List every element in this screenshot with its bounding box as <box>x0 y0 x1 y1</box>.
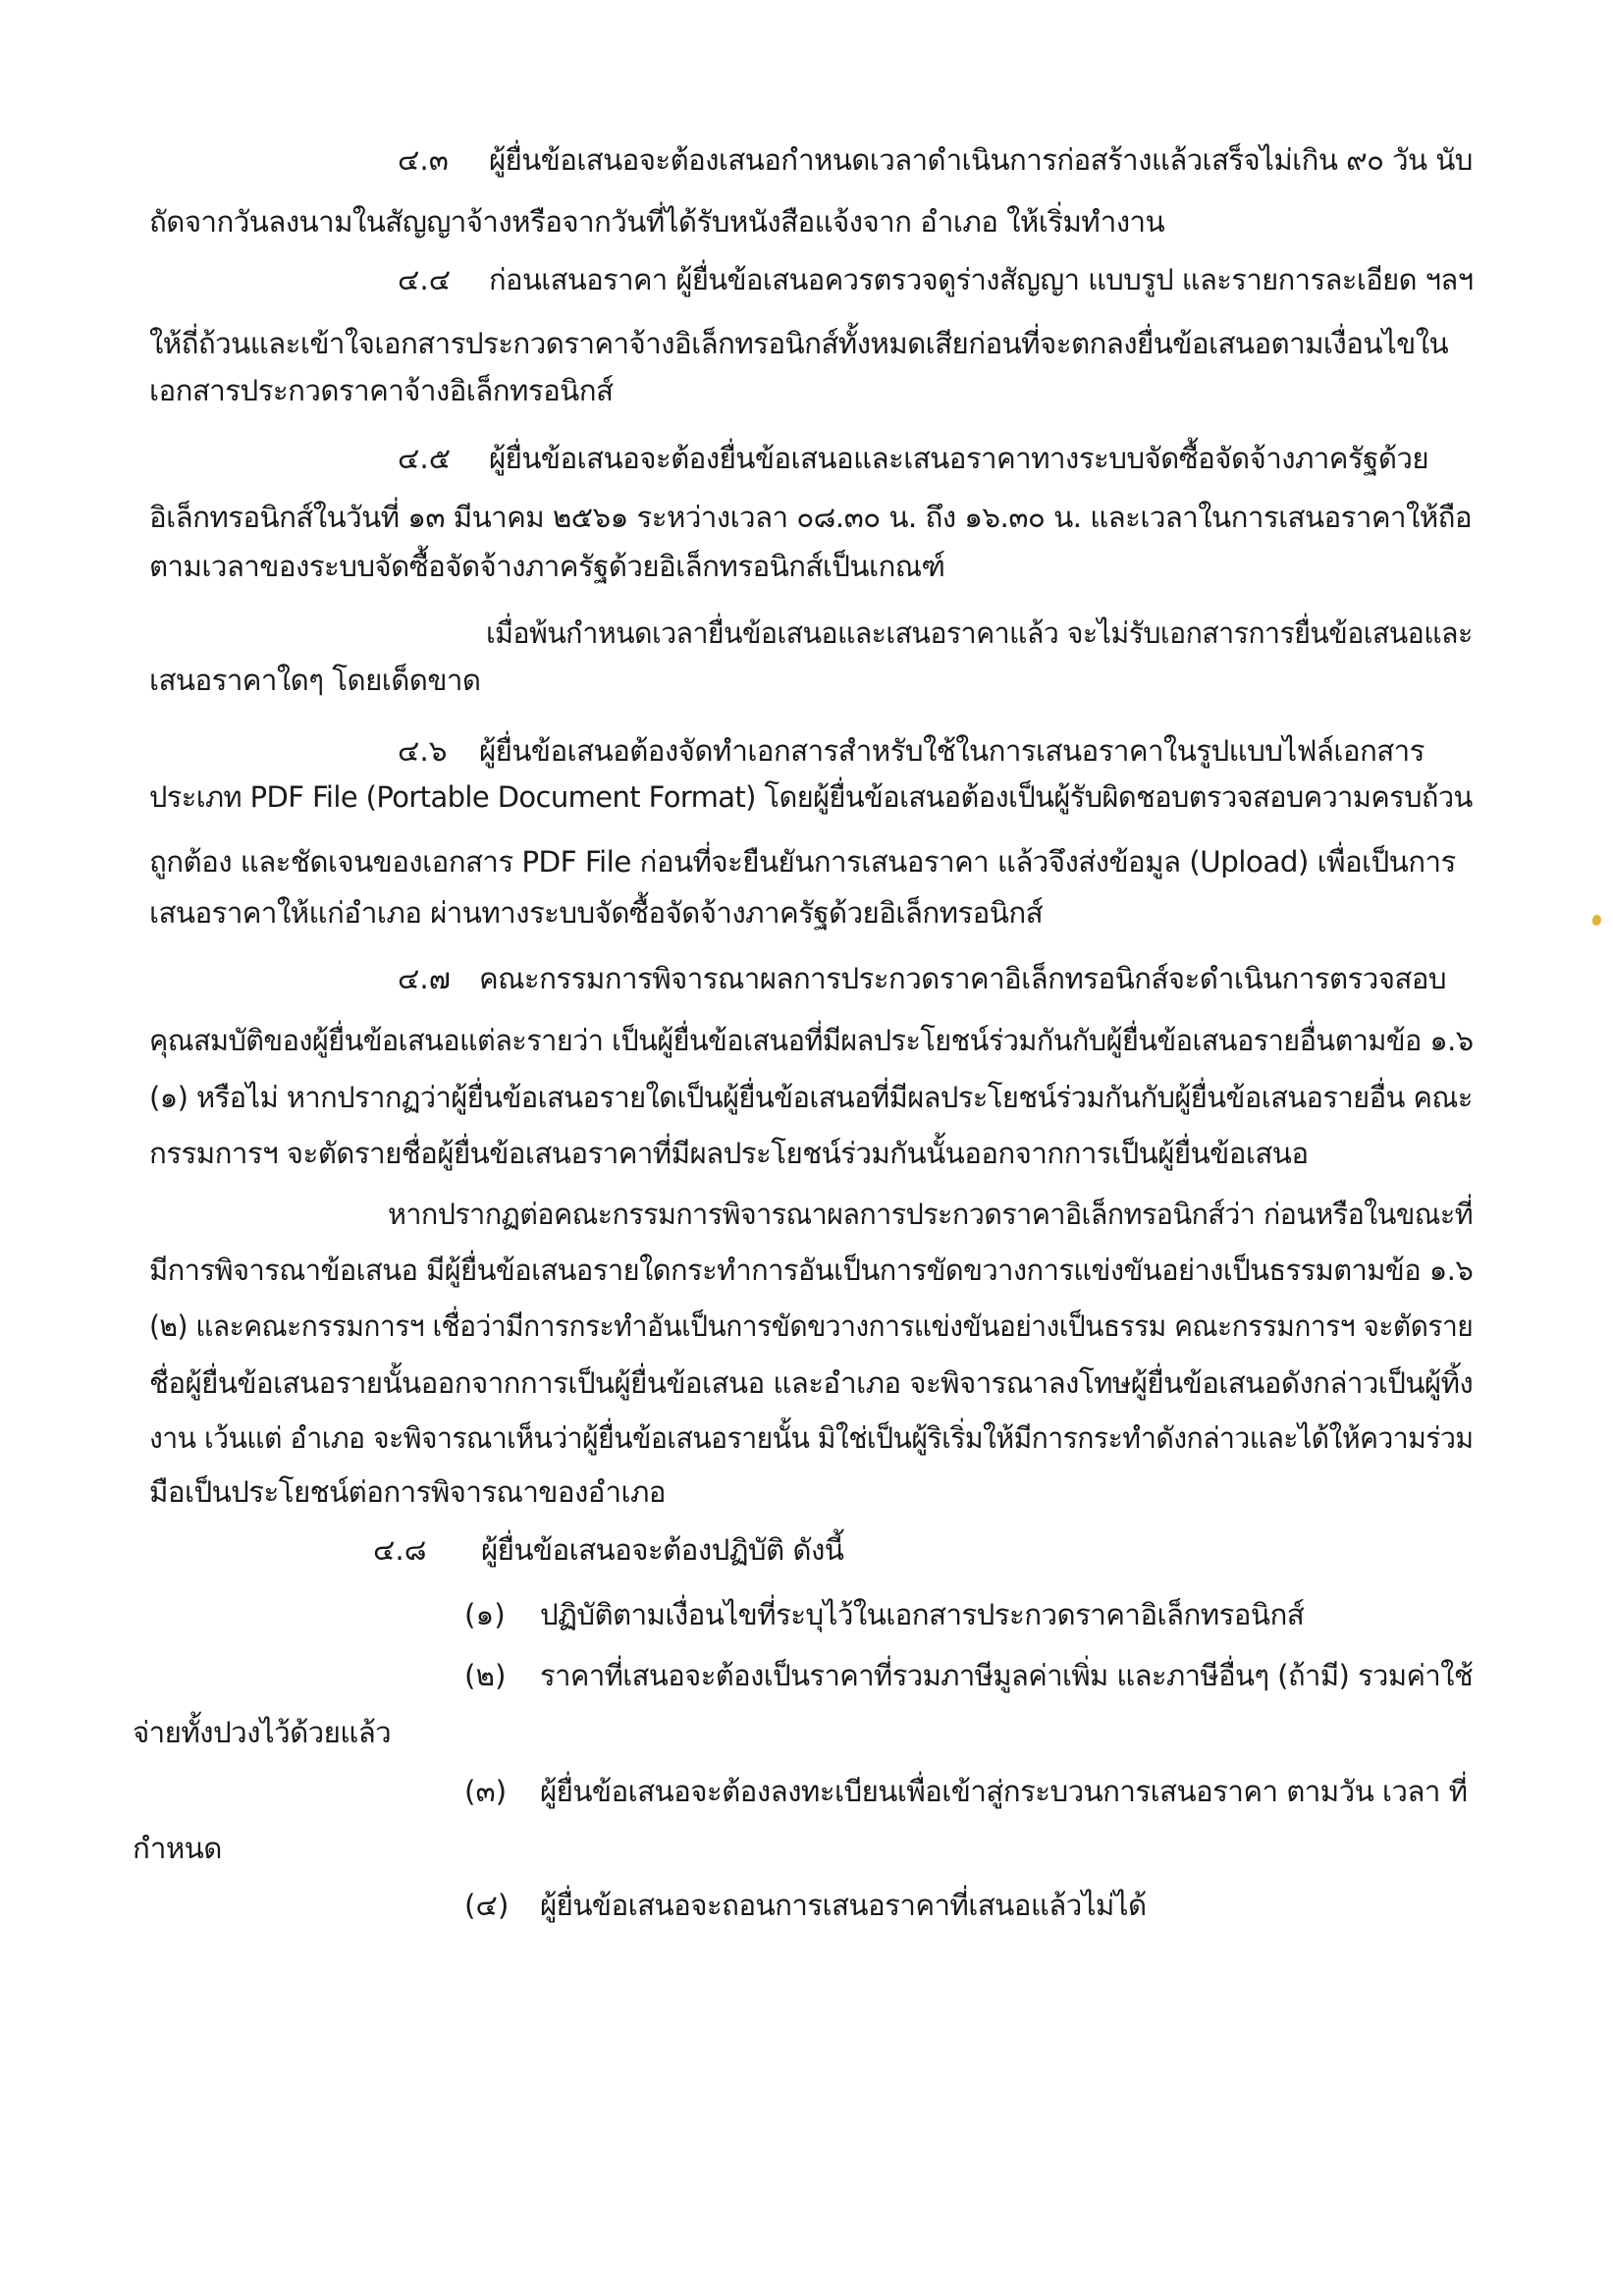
clause-4-6-number: ๔.๖ <box>398 734 448 768</box>
clause-4-7-number: ๔.๗ <box>398 962 451 995</box>
item-3-number: (๓) <box>464 1775 508 1808</box>
item-2-line-1: ราคาที่เสนอจะต้องเป็นราคาที่รวมภาษีมูลค่าเพิ่ม และภาษีอื่นๆ (ถ้ามี) รวมค่าใช้ <box>540 1659 1474 1692</box>
item-4-line-1: ผู้ยื่นข้อเสนอจะถอนการเสนอราคาที่เสนอแล้วไม่ได้ <box>540 1889 1147 1922</box>
item-2-number: (๒) <box>464 1659 507 1692</box>
clause-4-6-line-3: ถูกต้อง และชัดเจนของเอกสาร PDF File ก่อนที่จะยืนยันการเสนอราคา แล้วจึงส่งข้อมูล (Upload) เพื่อเป็นการ <box>149 845 1456 879</box>
clause-4-5-line-5: เสนอราคาใดๆ โดยเด็ดขาด <box>149 664 481 697</box>
clause-4-7-line-9: งาน เว้นแต่ อำเภอ จะพิจารณาเห็นว่าผู้ยื่นข้อเสนอรายนั้น มิใช่เป็นผู้ริเริ่มให้มีการกระทำดังกล่าวและได้ให้ความร่วม <box>149 1421 1474 1455</box>
clause-4-6-line-1: ผู้ยื่นข้อเสนอต้องจัดทำเอกสารสำหรับใช้ในการเสนอราคาในรูปแบบไฟล์เอกสาร <box>479 734 1425 768</box>
item-1-line-1: ปฏิบัติตามเงื่อนไขที่ระบุไว้ในเอกสารประกวดราคาอิเล็กทรอนิกส์ <box>540 1598 1305 1631</box>
clause-4-8-number: ๔.๘ <box>373 1533 427 1567</box>
clause-4-7-line-10: มือเป็นประโยชน์ต่อการพิจารณาของอำเภอ <box>149 1475 666 1509</box>
clause-4-5-line-2: อิเล็กทรอนิกส์ในวันที่ ๑๓ มีนาคม ๒๕๖๑ ระหว่างเวลา ๐๘.๓๐ น. ถึง ๑๖.๓๐ น. และเวลาในการเสนอราคาให้ถือ <box>149 501 1472 534</box>
clause-4-4-line-3: เอกสารประกวดราคาจ้างอิเล็กทรอนิกส์ <box>149 374 614 407</box>
clause-4-6-line-2: ประเภท PDF File (Portable Document Format) โดยผู้ยื่นข้อเสนอต้องเป็นผู้รับผิดชอบตรวจสอบความครบถ้วน <box>149 780 1473 814</box>
clause-4-7-line-1: คณะกรรมการพิจารณาผลการประกวดราคาอิเล็กทรอนิกส์จะดำเนินการตรวจสอบ <box>479 962 1447 995</box>
clause-4-7-line-3: (๑) หรือไม่ หากปรากฏว่าผู้ยื่นข้อเสนอรายใดเป็นผู้ยื่นข้อเสนอที่มีผลประโยชน์ร่วมกันกับผู้ยื่นข้อเสนอรายอื่น คณะ <box>149 1081 1473 1114</box>
clause-4-7-line-7: (๒) และคณะกรรมการฯ เชื่อว่ามีการกระทำอันเป็นการขัดขวางการแข่งขันอย่างเป็นธรรม คณะกรรมการฯ จะตัดราย <box>149 1309 1474 1343</box>
clause-4-4-number: ๔.๔ <box>398 263 452 296</box>
item-2-line-2: จ่ายทั้งปวงไว้ด้วยแล้ว <box>133 1716 392 1749</box>
item-3-line-1: ผู้ยื่นข้อเสนอจะต้องลงทะเบียนเพื่อเข้าสู่กระบวนการเสนอราคา ตามวัน เวลา ที่ <box>540 1775 1468 1808</box>
clause-4-3-line-2: ถัดจากวันลงนามในสัญญาจ้างหรือจากวันที่ได้รับหนังสือแจ้งจาก อำเภอ ให้เริ่มทำงาน <box>149 205 1165 239</box>
item-3-line-2: กำหนด <box>133 1832 222 1865</box>
clause-4-7-line-5: หากปรากฏต่อคณะกรรมการพิจารณาผลการประกวดราคาอิเล็กทรอนิกส์ว่า ก่อนหรือในขณะที่ <box>388 1198 1474 1231</box>
clause-4-6-line-4: เสนอราคาให้แก่อำเภอ ผ่านทางระบบจัดซื้อจัดจ้างภาครัฐด้วยอิเล็กทรอนิกส์ <box>149 896 1044 930</box>
clause-4-7-line-4: กรรมการฯ จะตัดรายชื่อผู้ยื่นข้อเสนอราคาที่มีผลประโยชน์ร่วมกันนั้นออกจากการเป็นผู้ยื่นข้อเสนอ <box>149 1137 1309 1170</box>
item-1-number: (๑) <box>464 1598 506 1631</box>
clause-4-7-line-8: ชื่อผู้ยื่นข้อเสนอรายนั้นออกจากการเป็นผู้ยื่นข้อเสนอ และอำเภอ จะพิจารณาลงโทษผู้ยื่นข้อเสนอดังกล่าวเป็นผู้ทิ้ง <box>149 1366 1474 1400</box>
clause-4-5-line-3: ตามเวลาของระบบจัดซื้อจัดจ้างภาครัฐด้วยอิเล็กทรอนิกส์เป็นเกณฑ์ <box>149 550 945 583</box>
clause-4-7-line-6: มีการพิจารณาข้อเสนอ มีผู้ยื่นข้อเสนอรายใดกระทำการอันเป็นการขัดขวางการแข่งขันอย่างเป็นธรรมตามข้อ ๑.๖ <box>149 1254 1474 1287</box>
clause-4-3-number: ๔.๓ <box>398 143 449 177</box>
clause-4-5-line-1: ผู้ยื่นข้อเสนอจะต้องยื่นข้อเสนอและเสนอราคาทางระบบจัดซื้อจัดจ้างภาครัฐด้วย <box>489 442 1429 475</box>
clause-4-5-line-4: เมื่อพ้นกำหนดเวลายื่นข้อเสนอและเสนอราคาแล้ว จะไม่รับเอกสารการยื่นข้อเสนอและ <box>486 616 1473 650</box>
clause-4-4-line-2: ให้ถี่ถ้วนและเข้าใจเอกสารประกวดราคาจ้างอิเล็กทรอนิกส์ทั้งหมดเสียก่อนที่จะตกลงยื่นข้อเสนอตามเงื่อนไขใน <box>149 327 1449 360</box>
clause-4-8-line-1: ผู้ยื่นข้อเสนอจะต้องปฏิบัติ ดังนี้ <box>481 1533 844 1567</box>
clause-4-4-line-1: ก่อนเสนอราคา ผู้ยื่นข้อเสนอควรตรวจดูร่างสัญญา แบบรูป และรายการละเอียด ฯลฯ <box>489 263 1474 296</box>
item-4-number: (๔) <box>464 1889 510 1922</box>
scan-speck <box>1590 914 1602 927</box>
clause-4-7-line-2: คุณสมบัติของผู้ยื่นข้อเสนอแต่ละรายว่า เป็นผู้ยื่นข้อเสนอที่มีผลประโยชน์ร่วมกันกับผู้ยื่นข้อเสนอรายอื่นตามข้อ ๑.๖ <box>149 1024 1474 1057</box>
clause-4-5-number: ๔.๕ <box>398 442 452 475</box>
clause-4-3-line-1: ผู้ยื่นข้อเสนอจะต้องเสนอกำหนดเวลาดำเนินการก่อสร้างแล้วเสร็จไม่เกิน ๙๐ วัน นับ <box>489 143 1473 177</box>
